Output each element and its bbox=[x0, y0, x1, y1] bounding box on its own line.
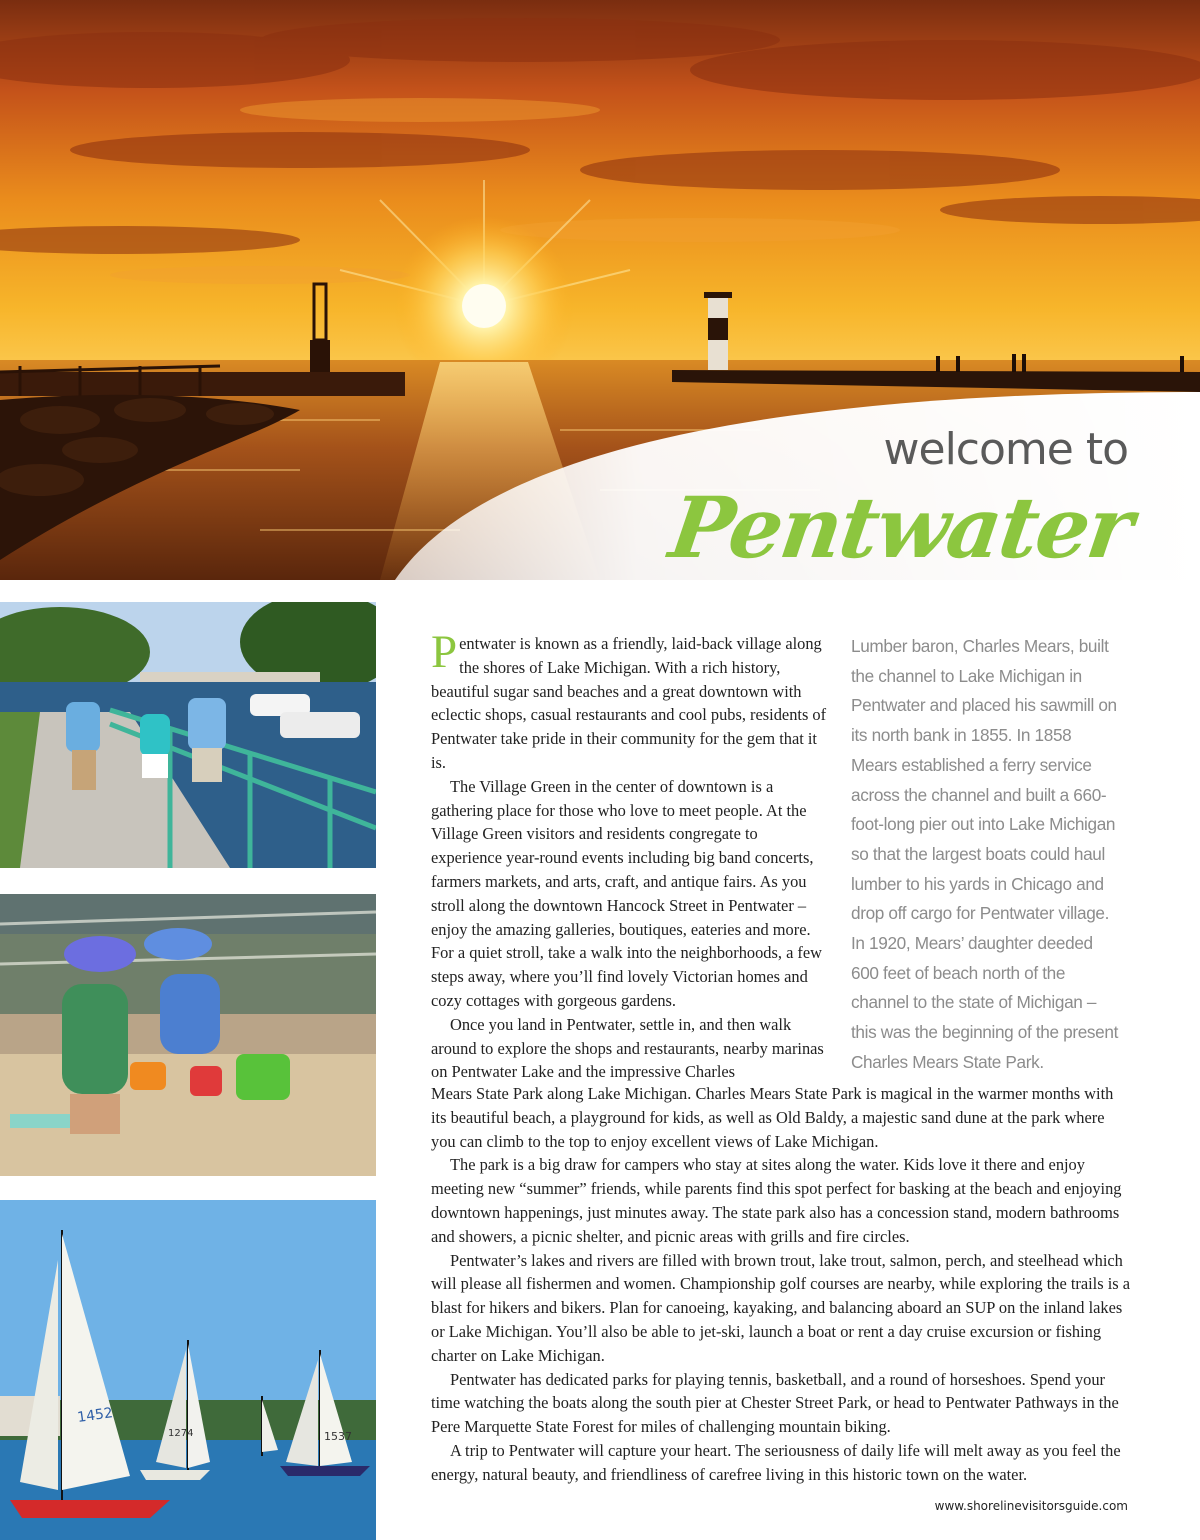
article-paragraph-3-start: Once you land in Pentwater, settle in, and then walk around to explore the shops and restaurants, nearby marinas on Pentwater Lake and the impressive Charles bbox=[431, 1014, 824, 1082]
welcome-heading: welcome to bbox=[883, 424, 1128, 475]
article-paragraph-4: The park is a big draw for campers who stay at sites along the water. Kids love it there and enjoy meeting new “summer” friends, while parents find this spot perfect for basking at the beach and enjoying downtown happenings, just minutes away. The state park also has a concession stand, modern bathrooms and showers, a picnic shelter, and picnic areas with grills and fire circles. bbox=[431, 1155, 1122, 1246]
paragraph-1-text: entwater is known as a friendly, laid-back village along the shores of Lake Michigan. With a rich history, beautiful sugar sand beaches and a great downtown with eclectic shops, casual restaurants and cool pubs, residents of Pentwater take pride in their community for the gem that it is. bbox=[431, 634, 827, 772]
sailboats-illustration bbox=[0, 1200, 376, 1540]
sailboats-photo bbox=[0, 1200, 376, 1540]
hero-sunset-photo bbox=[0, 0, 1200, 580]
town-title: Pentwater bbox=[663, 478, 1137, 577]
article-paragraph-5: Pentwater’s lakes and rivers are filled with brown trout, lake trout, salmon, perch, and steelhead which will please all fishermen and women. Championship golf courses are nearby, while exploring the trails is a blast for hikers and bikers. Plan for canoeing, kayaking, and balancing aboard an SUP on the inland lakes or Lake Michigan. You’ll also be able to jet-ski, launch a boat or rent a day cruise excursion or fishing charter on Lake Michigan. bbox=[431, 1250, 1130, 1365]
kids-beach-photo bbox=[0, 894, 376, 1176]
walkway-illustration bbox=[0, 602, 376, 868]
drop-cap: P bbox=[431, 626, 458, 678]
sail-number-1274: 1274 bbox=[168, 1428, 194, 1439]
website-link[interactable]: www.shorelinevisitorsguide.com bbox=[934, 1499, 1128, 1513]
beach-kids-illustration bbox=[0, 894, 376, 1176]
channel-walkway-photo bbox=[0, 602, 376, 868]
article-paragraph-2: The Village Green in the center of downtown is a gathering place for those who love to meet people. At the Village Green visitors and residents congregate to experience year-round events including big band concerts, farmers markets, and arts, craft, and antique fairs. As you stroll along the downtown Hancock Street in Pentwater – enjoy the amazing galleries, boutiques, eateries and more. For a quiet stroll, take a walk into the neighborhoods, a few steps away, where you’ll find lovely Victorian homes and cozy cottages with gorgeous gardens. bbox=[431, 776, 823, 1010]
history-sidebar: Lumber baron, Charles Mears, built the channel to Lake Michigan in Pentwater and placed his sawmill on its north bank in 1855. In 1858 Mears established a ferry service across the channel and built a 660-foot-long pier out into Lake Michigan so that the largest boats could haul lumber to his yards in Chicago and drop off cargo for Pentwater village. In 1920, Mears’ daughter deeded 600 feet of beach north of the channel to the state of Michigan – this was the beginning of the present Charles Mears State Park. bbox=[851, 636, 1119, 1072]
sail-number-1452: 1452 bbox=[76, 1405, 114, 1426]
article-column-bottom bbox=[431, 1082, 1131, 1487]
sail-number-1537: 1537 bbox=[324, 1430, 352, 1443]
article-paragraph-3-end: Mears State Park along Lake Michigan. Charles Mears State Park is magical in the warmer months with its beautiful beach, a playground for kids, as well as Old Baldy, a majestic sand dune at the park where you can climb to the top to enjoy excellent views of Lake Michigan. bbox=[431, 1084, 1114, 1151]
article-paragraph-7: A trip to Pentwater will capture your heart. The seriousness of daily life will melt away as you feel the energy, natural beauty, and friendliness of carefree living in this historic town on the water. bbox=[431, 1440, 1121, 1484]
article-column-top bbox=[431, 626, 827, 1084]
article-paragraph-1 bbox=[431, 626, 827, 775]
article-paragraph-6: Pentwater has dedicated parks for playing tennis, basketball, and a round of horseshoes. Spend your time watching the boats along the south pier at Chester Street Park, or head to Pentwater Pathways in the Pere Marquette State Forest for miles of challenging mountain biking. bbox=[431, 1369, 1119, 1437]
